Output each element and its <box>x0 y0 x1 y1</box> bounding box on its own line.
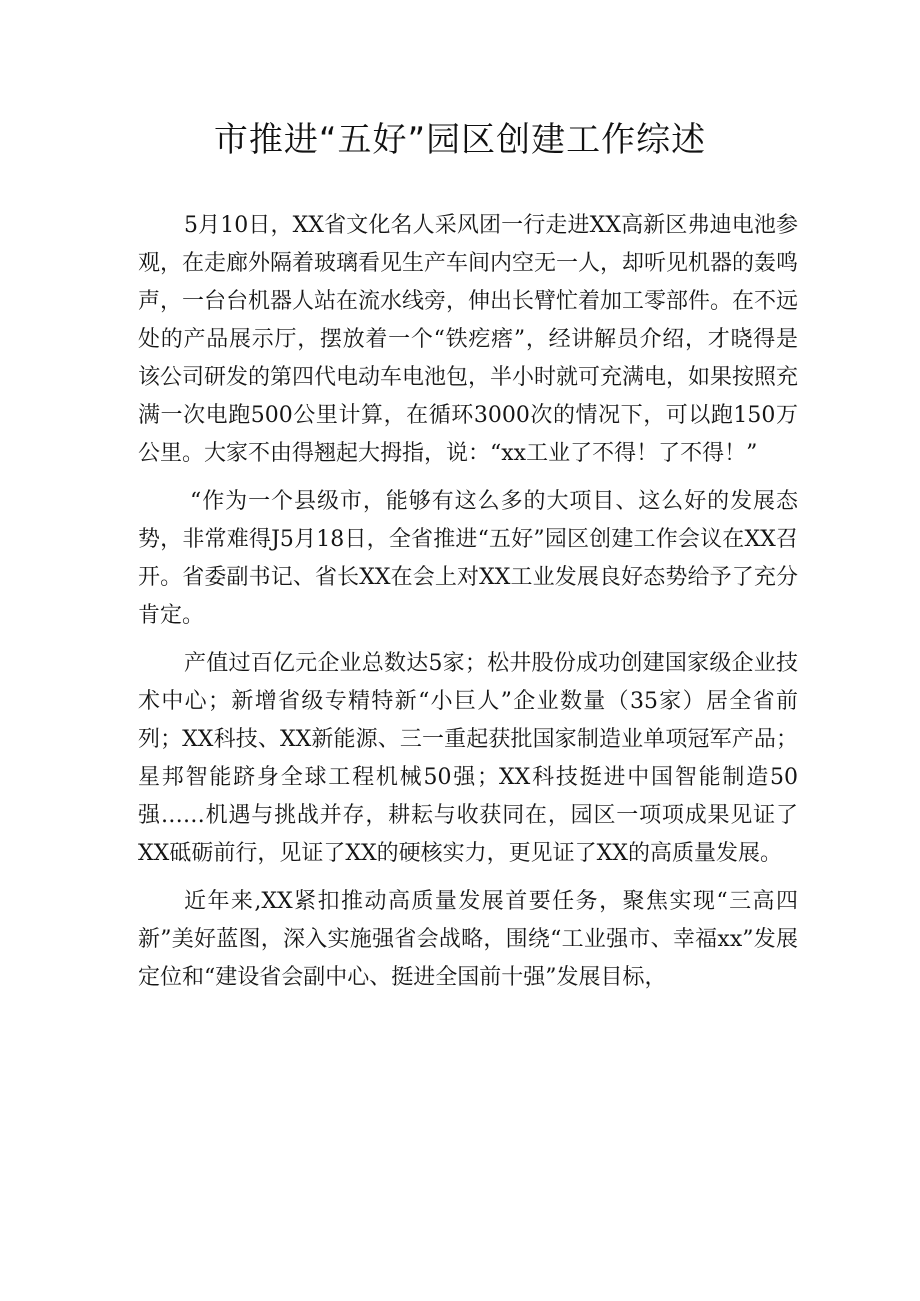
paragraph-2: “作为一个县级市，能够有这么多的大项目、这么好的发展态势，非常难得J5月18日，全省推进“五好”园区创建工作会议在XX召开。省委副书记、省长XX在会上对XX工业发展良好态势给予了充分肯定。 <box>138 489 798 628</box>
document-body <box>138 207 798 1007</box>
paragraph-3: 产值过百亿元企业总数达5家；松井股份成功创建国家级企业技术中心；新增省级专精特新“小巨人”企业数量（35家）居全省前列；XX科技、XX新能源、三一重起获批国家制造业单项冠军产品；星邦智能跻身全球工程机械50强；XX科技挺进中国智能制造50强……机遇与挑战并存，耕耘与收获同在，园区一项项成果见证了XX砥砺前行，见证了XX的硬核实力，更见证了XX的高质量发展。 <box>138 651 798 866</box>
paragraph-1: 5月10日，XX省文化名人采风团一行走进XX高新区弗迪电池参观，在走廊外隔着玻璃看见生产车间内空无一人，却听见机器的轰鸣声，一台台机器人站在流水线旁，伸出长臂忙着加工零部件。在不远处的产品展示厅，摆放着一个“铁疙瘩”，经讲解员介绍，才晓得是该公司研发的第四代电动车电池包，半小时就可充满电，如果按照充满一次电跑500公里计算，在循环3000次的情况下，可以跑150万公里。大家不由得翘起大拇指，说：“xx工业了不得！了不得！” <box>138 213 799 466</box>
document-title: 市推进“五好”园区创建工作综述 <box>213 120 707 160</box>
paragraph-4: 近年来,XX紧扣推动高质量发展首要任务，聚焦实现“三高四新”美好蓝图，深入实施强省会战略，围绕“工业强市、幸福xx”发展定位和“建设省会副中心、挺进全国前十强”发展目标， <box>138 889 798 990</box>
